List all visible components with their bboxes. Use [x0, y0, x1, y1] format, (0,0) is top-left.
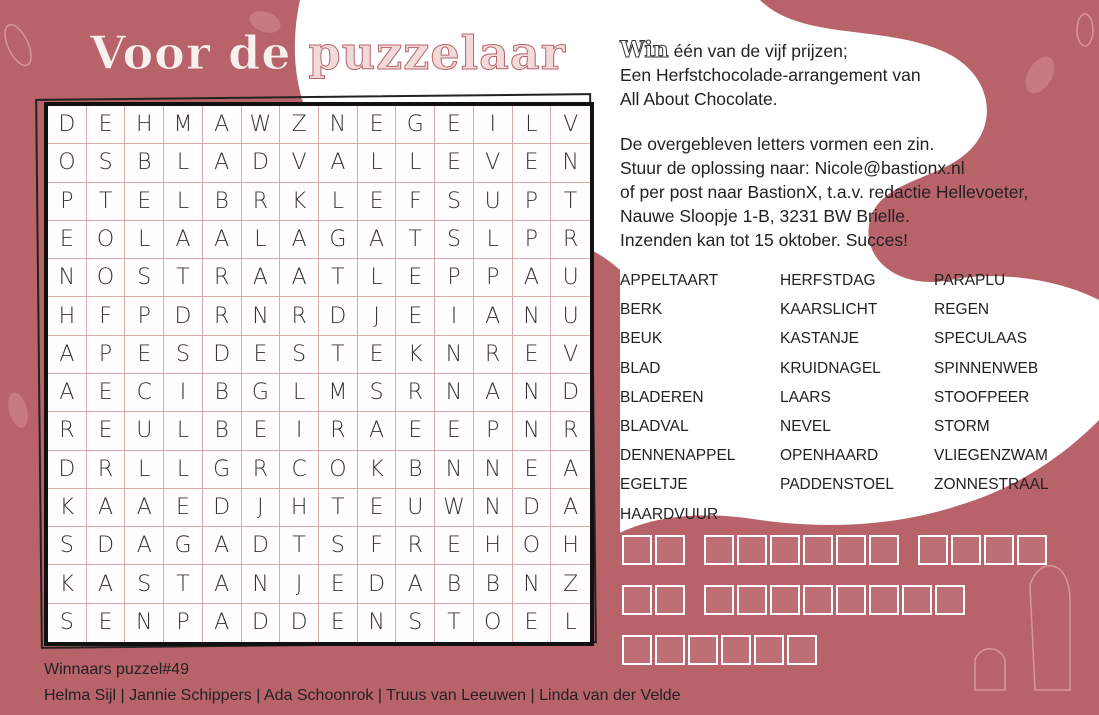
grid-cell[interactable]: A: [551, 451, 590, 489]
grid-cell[interactable]: S: [358, 374, 397, 412]
grid-cell[interactable]: J: [280, 565, 319, 603]
grid-cell[interactable]: N: [513, 565, 552, 603]
grid-cell[interactable]: E: [87, 106, 126, 144]
word-item: OPENHAARD: [780, 447, 879, 465]
word-item: HERFSTDAG: [780, 272, 876, 289]
grid-cell[interactable]: N: [474, 489, 513, 527]
grid-cell[interactable]: S: [435, 221, 474, 259]
word-item: STOOFPEER: [934, 388, 1030, 406]
grid-cell[interactable]: A: [203, 144, 242, 182]
grid-cell[interactable]: S: [435, 183, 474, 221]
grid-cell[interactable]: E: [396, 259, 435, 297]
grid-cell[interactable]: A: [48, 374, 87, 412]
word-item: SPINNENWEB: [934, 359, 1039, 377]
answer-letter-box[interactable]: [951, 535, 981, 565]
grid-cell[interactable]: E: [435, 412, 474, 450]
grid-cell[interactable]: O: [513, 527, 552, 565]
grid-cell[interactable]: L: [358, 259, 397, 297]
answer-letter-box[interactable]: [655, 585, 685, 615]
grid-cell[interactable]: L: [396, 144, 435, 182]
grid-cell[interactable]: A: [87, 489, 126, 527]
grid-cell[interactable]: A: [125, 527, 164, 565]
instruction-line-4: Nauwe Sloopje 1-B, 3231 BW Brielle.: [620, 206, 910, 226]
word-item: EGELTJE: [620, 476, 688, 494]
grid-cell[interactable]: U: [396, 489, 435, 527]
grid-cell[interactable]: O: [87, 221, 126, 259]
grid-cell[interactable]: R: [87, 451, 126, 489]
answer-letter-box[interactable]: [737, 535, 767, 565]
grid-cell[interactable]: R: [242, 183, 281, 221]
grid-cell[interactable]: A: [203, 106, 242, 144]
grid-cell[interactable]: L: [164, 183, 203, 221]
grid-cell[interactable]: T: [87, 183, 126, 221]
grid-cell[interactable]: W: [242, 106, 281, 144]
grid-cell[interactable]: A: [396, 565, 435, 603]
answer-letter-box[interactable]: [869, 585, 899, 615]
grid-cell[interactable]: N: [435, 336, 474, 374]
grid-cell[interactable]: I: [435, 297, 474, 335]
win-word: Win: [620, 37, 669, 63]
grid-cell[interactable]: G: [319, 221, 358, 259]
grid-cell[interactable]: A: [87, 565, 126, 603]
word-item: HAARDVUUR: [620, 505, 719, 523]
word-item: KASTANJE: [780, 330, 859, 348]
grid-cell[interactable]: N: [513, 297, 552, 335]
grid-cell[interactable]: T: [319, 489, 358, 527]
grid-cell[interactable]: R: [203, 259, 242, 297]
grid-cell[interactable]: G: [164, 527, 203, 565]
grid-cell[interactable]: L: [564, 610, 577, 636]
grid-cell[interactable]: R: [203, 297, 242, 335]
grid-cell[interactable]: H: [474, 527, 513, 565]
grid-cell[interactable]: B: [396, 451, 435, 489]
grid-cell[interactable]: C: [280, 451, 319, 489]
grid-cell[interactable]: E: [435, 106, 474, 144]
grid-cell[interactable]: T: [435, 604, 474, 642]
grid-cell[interactable]: K: [48, 565, 87, 603]
grid-cell[interactable]: L: [280, 374, 319, 412]
grid-cell[interactable]: L: [474, 221, 513, 259]
grid-cell[interactable]: B: [203, 374, 242, 412]
word-item: LAARS: [780, 388, 831, 406]
grid-cell[interactable]: A: [164, 221, 203, 259]
word-item: REGEN: [934, 301, 990, 319]
word-search-grid: [44, 102, 594, 646]
grid-cell[interactable]: F: [87, 297, 126, 335]
grid-cell[interactable]: R: [280, 297, 319, 335]
answer-letter-box[interactable]: [787, 635, 817, 665]
grid-cell[interactable]: D: [203, 489, 242, 527]
grid-cell[interactable]: E: [87, 412, 126, 450]
grid-cell[interactable]: U: [125, 412, 164, 450]
grid-cell[interactable]: T: [551, 183, 590, 221]
grid-cell[interactable]: D: [48, 106, 87, 144]
answer-letter-box[interactable]: [622, 535, 652, 565]
word-item: BERK: [620, 301, 663, 319]
answer-letter-box[interactable]: [836, 585, 866, 615]
answer-letter-box[interactable]: [622, 585, 652, 615]
grid-cell[interactable]: E: [358, 336, 397, 374]
grid-cell[interactable]: N: [358, 604, 397, 642]
prize-text: [620, 38, 1090, 111]
answer-letter-box[interactable]: [704, 535, 734, 565]
grid-cell[interactable]: R: [551, 221, 590, 259]
word-item: BLAD: [620, 359, 661, 377]
grid-cell[interactable]: E: [319, 565, 358, 603]
word-item: APPELTAART: [620, 272, 719, 289]
answer-letter-box[interactable]: [754, 635, 784, 665]
grid-cell[interactable]: N: [435, 451, 474, 489]
prize-line-2: Een Herfstchocolade-arrangement van: [620, 65, 921, 85]
grid-cell[interactable]: J: [242, 489, 281, 527]
grid-cell[interactable]: D: [280, 604, 319, 642]
title-part-2: puzzelaar: [308, 26, 566, 80]
answer-letter-box[interactable]: [737, 585, 767, 615]
grid-cell[interactable]: R: [474, 336, 513, 374]
answer-letter-box[interactable]: [836, 535, 866, 565]
grid-cell[interactable]: S: [48, 527, 87, 565]
grid-cell[interactable]: A: [125, 489, 164, 527]
grid-cell[interactable]: C: [125, 374, 164, 412]
grid-cell[interactable]: A: [474, 374, 513, 412]
grid-cell[interactable]: U: [551, 259, 590, 297]
grid-cell[interactable]: E: [513, 451, 552, 489]
grid-cell[interactable]: T: [164, 259, 203, 297]
grid-cell[interactable]: A: [242, 259, 281, 297]
grid-cell[interactable]: A: [319, 144, 358, 182]
grid-cell[interactable]: L: [242, 221, 281, 259]
winners-heading: Winnaars puzzel#49: [44, 661, 189, 678]
grid-cell[interactable]: P: [48, 183, 87, 221]
instruction-line-5: Inzenden kan tot 15 oktober. Succes!: [620, 230, 908, 250]
grid-cell[interactable]: G: [203, 451, 242, 489]
word-item: ZONNESTRAAL: [934, 476, 1049, 494]
prize-line-3: All About Chocolate.: [620, 89, 778, 109]
word-item: BEUK: [620, 330, 663, 348]
answer-letter-box[interactable]: [704, 585, 734, 615]
word-column: [780, 266, 894, 500]
grid-cell[interactable]: G: [396, 106, 435, 144]
grid-cell[interactable]: R: [242, 451, 281, 489]
grid-cell[interactable]: T: [280, 527, 319, 565]
grid-cell[interactable]: I: [280, 412, 319, 450]
grid-cell[interactable]: V: [551, 106, 590, 144]
grid-cell[interactable]: B: [203, 412, 242, 450]
grid-cell[interactable]: V: [551, 336, 590, 374]
grid-cell[interactable]: D: [242, 144, 281, 182]
grid-cell[interactable]: E: [164, 489, 203, 527]
answer-letter-box[interactable]: [803, 535, 833, 565]
grid-cell[interactable]: E: [513, 604, 552, 642]
grid-cell[interactable]: E: [513, 336, 552, 374]
answer-letter-box[interactable]: [869, 535, 899, 565]
grid-cell[interactable]: I: [164, 374, 203, 412]
grid-cell[interactable]: S: [125, 565, 164, 603]
grid-cell[interactable]: S: [125, 259, 164, 297]
grid-cell[interactable]: B: [435, 565, 474, 603]
grid-cell[interactable]: S: [280, 336, 319, 374]
grid-cell[interactable]: Z: [280, 106, 319, 144]
answer-letter-box[interactable]: [935, 585, 965, 615]
grid-cell[interactable]: N: [48, 259, 87, 297]
word-column: [934, 266, 1049, 500]
grid-cell[interactable]: P: [513, 221, 552, 259]
instruction-line-2: Stuur de oplossing naar: Nicole@bastionx.nl: [620, 158, 965, 178]
grid-cell[interactable]: G: [242, 374, 281, 412]
grid-cell[interactable]: B: [125, 144, 164, 182]
grid-cell[interactable]: E: [358, 183, 397, 221]
grid-cell[interactable]: D: [513, 489, 552, 527]
answer-letter-box[interactable]: [688, 635, 718, 665]
grid-cell[interactable]: M: [319, 374, 358, 412]
grid-cell[interactable]: L: [125, 451, 164, 489]
answer-letter-box[interactable]: [918, 535, 948, 565]
grid-cell[interactable]: V: [474, 144, 513, 182]
grid-cell[interactable]: E: [435, 527, 474, 565]
grid-cell[interactable]: K: [358, 451, 397, 489]
grid-cell[interactable]: D: [164, 297, 203, 335]
grid-cell[interactable]: D: [87, 527, 126, 565]
grid-cell[interactable]: R: [48, 412, 87, 450]
grid-cell[interactable]: D: [551, 374, 590, 412]
grid-cell[interactable]: A: [48, 336, 87, 374]
grid-cell[interactable]: T: [164, 565, 203, 603]
grid-cell[interactable]: A: [358, 412, 397, 450]
grid-cell[interactable]: P: [513, 183, 552, 221]
grid-cell[interactable]: D: [242, 604, 281, 642]
grid-cell[interactable]: E: [125, 336, 164, 374]
answer-letter-box[interactable]: [655, 535, 685, 565]
grid-cell[interactable]: E: [125, 183, 164, 221]
grid-cell[interactable]: R: [551, 412, 590, 450]
instructions: [620, 132, 1090, 252]
grid-cell[interactable]: N: [513, 412, 552, 450]
grid-cell[interactable]: R: [319, 412, 358, 450]
grid-cell[interactable]: N: [319, 106, 358, 144]
grid-cell[interactable]: E: [319, 604, 358, 642]
grid-cell[interactable]: T: [319, 336, 358, 374]
grid-cell[interactable]: S: [396, 604, 435, 642]
grid-cell[interactable]: K: [280, 183, 319, 221]
answer-letter-box[interactable]: [803, 585, 833, 615]
grid-cell[interactable]: P: [474, 412, 513, 450]
word-item: BLADEREN: [620, 388, 704, 406]
grid-cell[interactable]: E: [242, 412, 281, 450]
page-title: [90, 26, 566, 80]
grid-cell[interactable]: L: [319, 183, 358, 221]
instruction-line-1: De overgebleven letters vormen een zin.: [620, 134, 935, 154]
grid-cell[interactable]: L: [164, 144, 203, 182]
grid-cell[interactable]: A: [203, 565, 242, 603]
grid-cell[interactable]: I: [474, 106, 513, 144]
grid-cell[interactable]: H: [280, 489, 319, 527]
grid-cell[interactable]: E: [242, 336, 281, 374]
grid-cell[interactable]: A: [203, 221, 242, 259]
word-item: SPECULAAS: [934, 330, 1028, 348]
word-item: KAARSLICHT: [780, 301, 878, 319]
word-column: [620, 266, 735, 529]
prize-line-1: één van de vijf prijzen;: [673, 41, 848, 61]
grid-cell[interactable]: F: [358, 527, 397, 565]
grid-cell[interactable]: A: [358, 221, 397, 259]
answer-letter-box[interactable]: [902, 585, 932, 615]
word-item: KRUIDNAGEL: [780, 359, 881, 377]
grid-cell[interactable]: E: [396, 412, 435, 450]
grid-cell[interactable]: S: [319, 527, 358, 565]
grid-cell[interactable]: N: [474, 451, 513, 489]
grid-cell[interactable]: F: [396, 183, 435, 221]
answer-letter-box[interactable]: [770, 535, 800, 565]
grid-cell[interactable]: E: [48, 221, 87, 259]
grid-cell[interactable]: A: [280, 221, 319, 259]
grid-cell[interactable]: L: [125, 221, 164, 259]
grid-cell[interactable]: D: [358, 565, 397, 603]
grid-cell[interactable]: S: [164, 336, 203, 374]
word-item: PADDENSTOEL: [780, 476, 894, 494]
grid-cell[interactable]: S: [48, 604, 87, 642]
grid-cell[interactable]: D: [203, 336, 242, 374]
grid-cell[interactable]: R: [396, 527, 435, 565]
word-item: BLADVAL: [620, 417, 689, 435]
grid-cell[interactable]: H: [48, 297, 87, 335]
grid-cell[interactable]: N: [242, 297, 281, 335]
instruction-line-3: of per post naar BastionX, t.a.v. redactie Hellevoeter,: [620, 182, 1029, 202]
grid-cell[interactable]: L: [358, 144, 397, 182]
grid-cell[interactable]: O: [319, 451, 358, 489]
word-item: STORM: [934, 417, 990, 435]
word-item: VLIEGENZWAM: [934, 447, 1048, 465]
grid-cell[interactable]: S: [87, 144, 126, 182]
word-list: [620, 266, 1090, 536]
grid-cell[interactable]: A: [203, 604, 242, 642]
grid-cell[interactable]: O: [87, 259, 126, 297]
grid-cell[interactable]: N: [435, 374, 474, 412]
grid-cell[interactable]: V: [280, 144, 319, 182]
grid-cell[interactable]: E: [358, 106, 397, 144]
grid-cell[interactable]: N: [242, 565, 281, 603]
grid-cell[interactable]: D: [242, 527, 281, 565]
winners: [44, 657, 681, 709]
grid-cell[interactable]: K: [48, 489, 87, 527]
answer-letter-box[interactable]: [984, 535, 1014, 565]
grid-cell[interactable]: N: [513, 374, 552, 412]
grid-cell[interactable]: L: [513, 106, 552, 144]
grid-cell[interactable]: A: [513, 259, 552, 297]
grid-cell[interactable]: W: [435, 489, 474, 527]
grid-cell[interactable]: U: [551, 297, 590, 335]
title-part-1: Voor de: [90, 26, 292, 80]
word-item: PARAPLU: [934, 272, 1006, 289]
grid-cell[interactable]: E: [513, 144, 552, 182]
grid-cell[interactable]: D: [48, 451, 87, 489]
grid-cell[interactable]: K: [396, 336, 435, 374]
grid-cell[interactable]: P: [164, 604, 203, 642]
grid-cell[interactable]: H: [551, 527, 590, 565]
word-item: DENNENAPPEL: [620, 447, 736, 465]
winners-names: Helma Sijl | Jannie Schippers | Ada Schoonrok | Truus van Leeuwen | Linda van der Velde: [44, 687, 681, 704]
grid-cell[interactable]: P: [87, 336, 126, 374]
grid-cell[interactable]: N: [551, 144, 590, 182]
grid-cell[interactable]: H: [125, 106, 164, 144]
grid-cell[interactable]: T: [396, 221, 435, 259]
grid-cell[interactable]: A: [280, 259, 319, 297]
grid-cell[interactable]: N: [125, 604, 164, 642]
grid-cell[interactable]: R: [396, 374, 435, 412]
grid-cell[interactable]: A: [203, 527, 242, 565]
grid-cell[interactable]: P: [435, 259, 474, 297]
grid-cell[interactable]: L: [164, 412, 203, 450]
grid-cell[interactable]: E: [435, 144, 474, 182]
answer-letter-box[interactable]: [770, 585, 800, 615]
grid-cell[interactable]: T: [319, 259, 358, 297]
grid-cell[interactable]: U: [474, 183, 513, 221]
grid-cell[interactable]: M: [164, 106, 203, 144]
grid-cell[interactable]: D: [319, 297, 358, 335]
grid-cell[interactable]: E: [87, 374, 126, 412]
answer-letter-box[interactable]: [1017, 535, 1047, 565]
grid-cell[interactable]: A: [551, 489, 590, 527]
grid-cell[interactable]: B: [203, 183, 242, 221]
grid-cell[interactable]: P: [474, 259, 513, 297]
word-item: NEVEL: [780, 417, 831, 435]
grid-cell[interactable]: Z: [551, 565, 590, 603]
grid-cell[interactable]: E: [358, 489, 397, 527]
grid-cell[interactable]: J: [358, 297, 397, 335]
grid-cell[interactable]: O: [474, 604, 513, 642]
grid-cell[interactable]: E: [87, 604, 126, 642]
grid-cell[interactable]: L: [164, 451, 203, 489]
grid-cell[interactable]: P: [125, 297, 164, 335]
answer-letter-box[interactable]: [721, 635, 751, 665]
grid-cell[interactable]: B: [474, 565, 513, 603]
grid-cell[interactable]: O: [48, 144, 87, 182]
grid-cell[interactable]: E: [396, 297, 435, 335]
grid-cell[interactable]: A: [474, 297, 513, 335]
